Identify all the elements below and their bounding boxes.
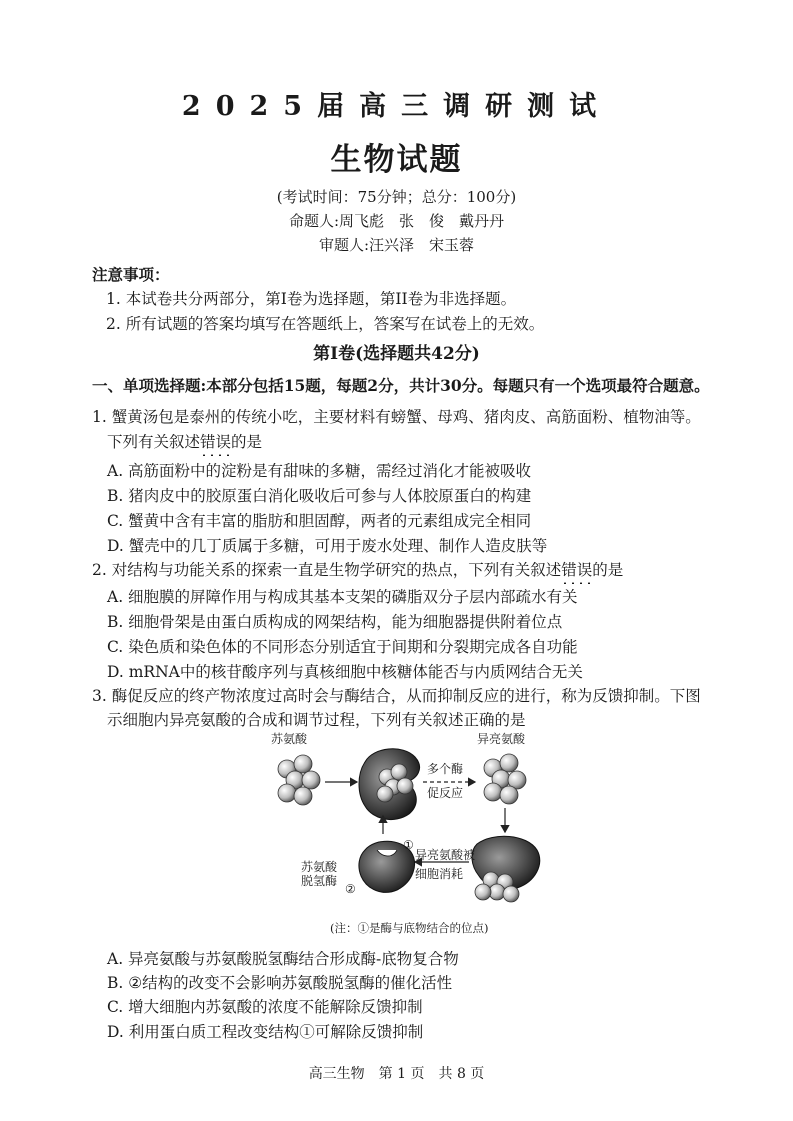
- reviewers: 审题人:汪兴泽 宋玉蓉: [318, 236, 475, 254]
- feedback-inhibition-figure: [265, 722, 565, 922]
- label-consume-2: 细胞消耗: [415, 867, 464, 881]
- enzyme-substrate-complex: [359, 749, 420, 820]
- inhibited-enzyme: [472, 836, 540, 902]
- question-2-stem-post: 的是: [592, 561, 624, 579]
- question-3-stem: 3. 酶促反应的终产物浓度过高时会与酶结合，从而抑制反应的进行，称为反馈抑制。下图: [92, 687, 701, 705]
- figure-note: (注：①是酶与底物结合的位点): [330, 921, 489, 935]
- question-1-stem: 1. 蟹黄汤包是泰州的传统小吃，主要材料有螃蟹、母鸡、猪肉皮、高筋面粉、植物油等。: [92, 408, 701, 426]
- question-3-option-d: D. 利用蛋白质工程改变结构①可解除反馈抑制: [107, 1023, 424, 1041]
- setters: 命题人:周飞彪 张 俊 戴丹丹: [288, 212, 505, 230]
- question-2-option-c: C. 染色质和染色体的不同形态分别适宜于间期和分裂期完成各自功能: [107, 638, 578, 656]
- exam-info: (考试时间：75分钟；总分：100分): [276, 188, 517, 206]
- question-1-option-c: C. 蟹黄中含有丰富的脂肪和胆固醇，两者的元素组成完全相同: [107, 512, 532, 530]
- label-threonine: 苏氨酸: [271, 732, 308, 746]
- question-2-option-d: D. mRNA中的核苷酸序列与真核细胞中核糖体能否与内质网结合无关: [107, 663, 583, 681]
- label-site-2: ②: [345, 882, 356, 896]
- question-1-option-d: D. 蟹壳中的几丁质属于多糖，可用于废水处理、制作人造皮肤等: [107, 537, 548, 555]
- notice-item-2: 2. 所有试题的答案均填写在答题纸上，答案写在试卷上的无效。: [106, 315, 545, 333]
- exam-title: 2025届高三调研测试: [181, 91, 612, 122]
- question-3-option-b: B. ②结构的改变不会影响苏氨酸脱氢酶的催化活性: [107, 974, 453, 992]
- question-1-option-b: B. 猪肉皮中的胶原蛋白消化吸收后可参与人体胶原蛋白的构建: [107, 487, 532, 505]
- label-isoleucine: 异亮氨酸: [477, 732, 526, 746]
- question-1-stem-2-pre: 下列有关叙述: [107, 433, 201, 451]
- question-1-emphasis: 错误: [200, 433, 232, 451]
- isoleucine-molecule: [484, 754, 526, 804]
- question-2-option-b: B. 细胞骨架是由蛋白质构成的网架结构，能为细胞器提供附着位点: [107, 613, 563, 631]
- label-multi-enzyme-1: 多个酶: [427, 762, 464, 776]
- question-2-stem-pre: 2. 对结构与功能关系的探索一直是生物学研究的热点，下列有关叙述: [92, 561, 562, 579]
- notice-title: 注意事项：: [92, 265, 170, 284]
- question-3-option-c: C. 增大细胞内苏氨酸的浓度不能解除反馈抑制: [107, 998, 423, 1016]
- label-site-1: ①: [403, 838, 414, 852]
- label-multi-enzyme-2: 促反应: [427, 786, 464, 800]
- figure-drawing: [265, 722, 565, 922]
- threonine-molecule: [278, 755, 320, 805]
- question-1-stem-2-post: 的是: [231, 433, 263, 451]
- question-3-stem-2: 示细胞内异亮氨酸的合成和调节过程，下列有关叙述正确的是: [107, 711, 526, 729]
- question-2-option-a: A. 细胞膜的屏障作用与构成其基本支架的磷脂双分子层内部疏水有关: [107, 588, 578, 606]
- subject-title: 生物试题: [330, 142, 463, 178]
- question-1-option-a: A. 高筋面粉中的淀粉是有甜味的多糖，需经过消化才能被吸收: [107, 462, 532, 480]
- question-2-stem: [92, 558, 623, 580]
- question-3-option-a: A. 异亮氨酸与苏氨酸脱氢酶结合形成酶-底物复合物: [107, 950, 459, 968]
- label-consume-1: 异亮氨酸被: [415, 848, 476, 862]
- part-title: 一、单项选择题:本部分包括15题，每题2分，共计30分。每题只有一个选项最符合题意。: [92, 376, 710, 395]
- page-footer: 高三生物 第 1 页 共 8 页: [308, 1066, 485, 1082]
- section-title: 第I卷(选择题共42分): [313, 344, 480, 364]
- question-2-emphasis: 错误: [561, 561, 593, 579]
- label-enzyme-1: 苏氨酸: [301, 860, 338, 874]
- notice-item-1: 1. 本试卷共分两部分，第I卷为选择题，第II卷为非选择题。: [106, 290, 517, 308]
- question-1-stem-2: [107, 430, 262, 452]
- label-enzyme-2: 脱氢酶: [301, 874, 338, 888]
